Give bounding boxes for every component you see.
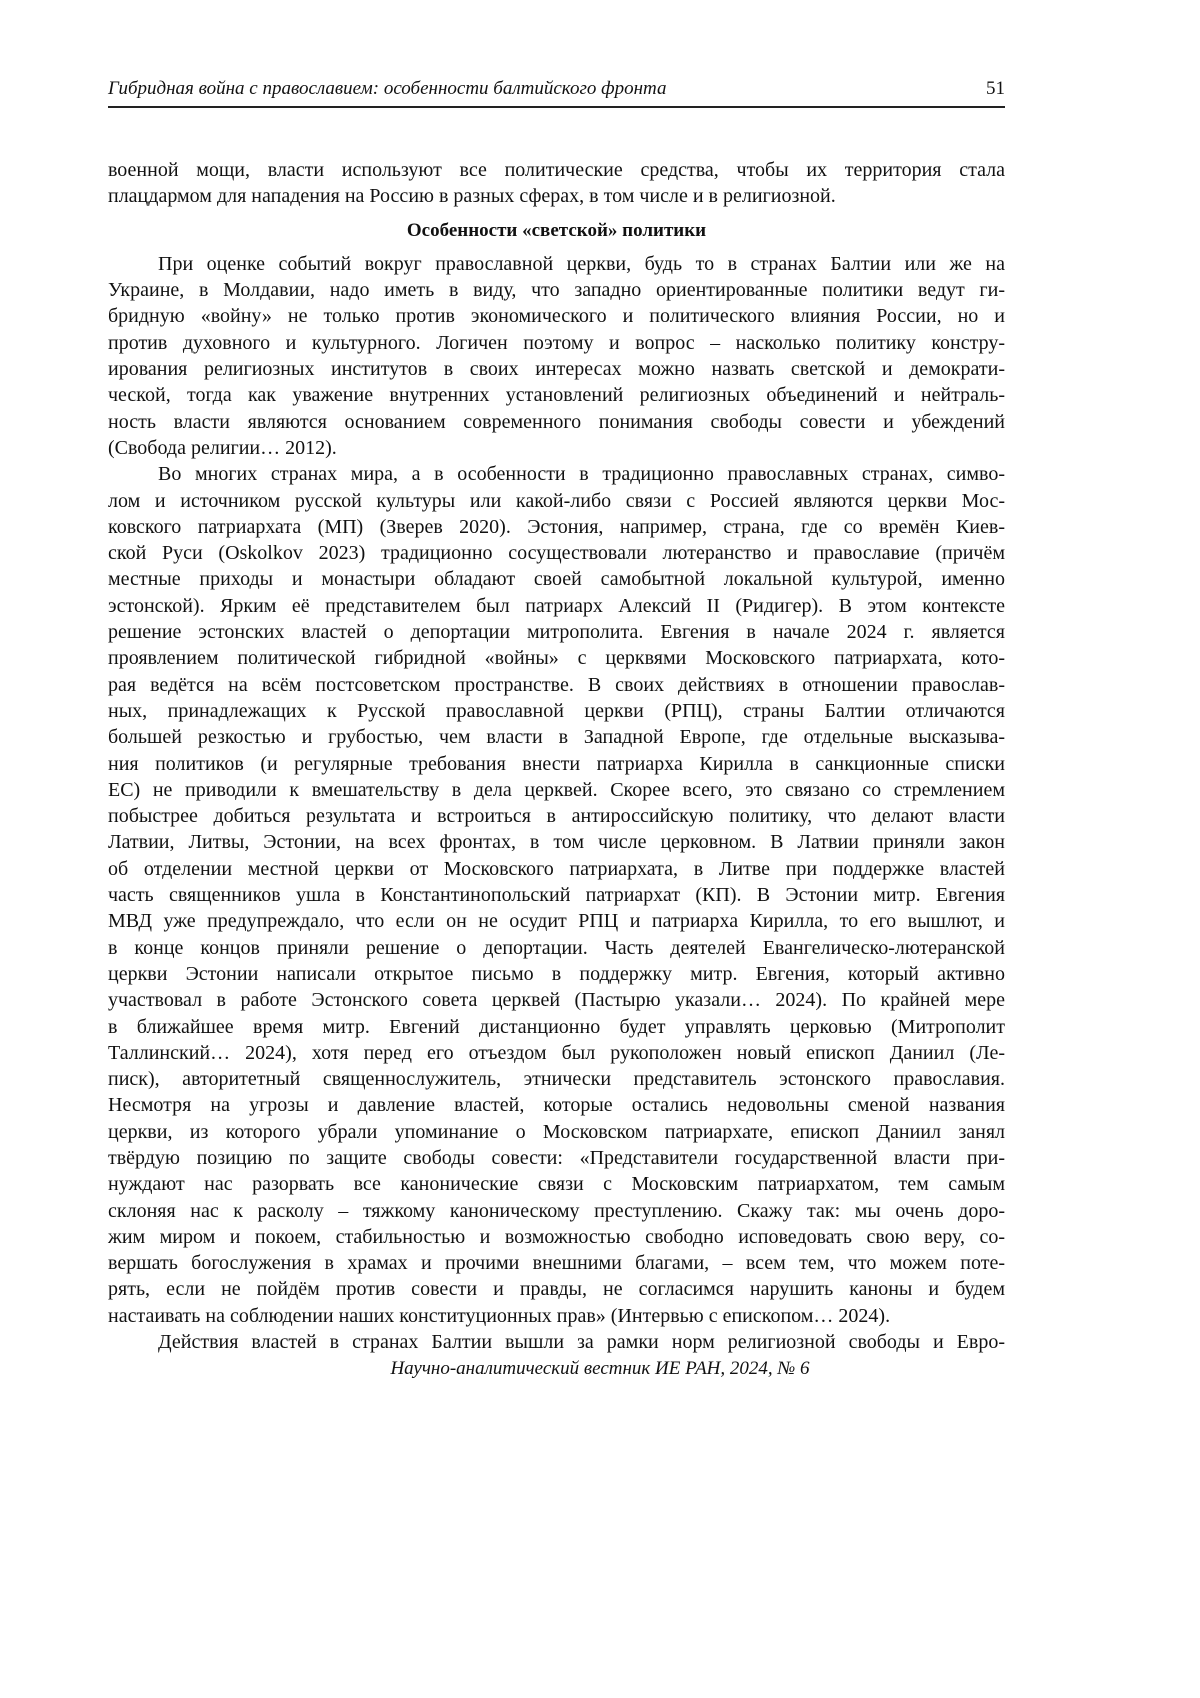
- text-line: твёрдую позицию по защите свободы совести: «Представители государственной власти при-: [108, 1146, 1005, 1169]
- text-line: проявлением политической гибридной «войны» с церквями Московского патриархата, кото-: [108, 647, 1005, 670]
- text-line: плацдармом для нападения на Россию в разных сферах, в том числе и в религиозной.: [108, 185, 836, 208]
- paragraph: [108, 251, 1005, 461]
- text-line: Несмотря на угрозы и давление властей, которые остались недовольны сменой названия: [108, 1094, 1005, 1117]
- text-line: ской Руси (Oskolkov 2023) традиционно сосуществовали лютеранство и православие (причём: [108, 542, 1005, 565]
- text-line: военной мощи, власти используют все политические средства, чтобы их территория стала: [108, 159, 1005, 181]
- paragraph: [108, 461, 1005, 1329]
- text-line: ковского патриархата (МП) (Зверев 2020). Эстония, например, страна, где со времён Киев-: [108, 515, 1005, 538]
- text-line: бридную «войну» не только против экономического и политического влияния России, но и: [108, 305, 1005, 328]
- text-line: эстонской). Ярким её представителем был патриарх Алексий II (Ридигер). В этом контексте: [108, 594, 1005, 617]
- text-line: часть священников ушла в Константинопольский патриархат (КП). В Эстонии митр. Евгения: [108, 884, 1005, 907]
- text-line: в конце концов приняли решение о депортации. Часть деятелей Евангелическо-лютеранской: [108, 936, 1005, 959]
- text-line: побыстрее добиться результата и встроиться в антироссийскую политику, что делают власти: [108, 805, 1005, 828]
- text-line: писк), авторитетный священнослужитель, этнически представитель эстонского православия.: [108, 1068, 1005, 1091]
- article-body: [108, 157, 1005, 1355]
- text-line: нуждают нас разорвать все канонические связи с Московским патриархатом, тем самым: [108, 1173, 1005, 1196]
- text-line: вершать богослужения в храмах и прочими внешними благами, – всем тем, что можем поте-: [108, 1252, 1005, 1275]
- text-line: местные приходы и монастыри обладают своей самобытной локальной культурой, именно: [108, 568, 1005, 591]
- text-line: При оценке событий вокруг православной церкви, будь то в странах Балтии или же на: [158, 252, 1005, 275]
- text-line: ЕС) не приводили к вмешательству в дела церквей. Скорее всего, это связано со стремлением: [108, 778, 1005, 801]
- text-line: ность власти являются основанием современного понимания свободы совести и убеждений: [108, 410, 1005, 433]
- text-line: церкви, из которого убрали упоминание о Московском патриархате, епископ Даниил занял: [108, 1120, 1005, 1143]
- text-line: участвовал в работе Эстонского совета церквей (Пастырю указали… 2024). По крайней мере: [108, 989, 1005, 1012]
- text-line: решение эстонских властей о депортации митрополита. Евгения в начале 2024 г. является: [108, 621, 1005, 644]
- text-line: Таллинский… 2024), хотя перед его отъездом был рукоположен новый епископ Даниил (Ле-: [108, 1041, 1005, 1064]
- text-line: об отделении местной церкви от Московского патриархата, в Литве при поддержке властей: [108, 857, 1005, 880]
- paragraphs: [108, 251, 1005, 1355]
- text-line: Во многих странах мира, а в особенности в традиционно православных странах, симво-: [158, 463, 1005, 486]
- text-line: ния политиков (и регулярные требования внести патриарха Кирилла в санкционные списки: [108, 752, 1005, 775]
- text-line: Латвии, Литвы, Эстонии, на всех фронтах, в том числе церковном. В Латвии приняли закон: [108, 831, 1005, 854]
- text-line: склоняя нас к расколу – тяжкому каноническому преступлению. Скажу так: мы очень доро-: [108, 1199, 1005, 1222]
- text-line: ирования религиозных институтов в своих интересах можно назвать светской и демократи-: [108, 358, 1005, 381]
- running-title: Гибридная война с православием: особенности балтийского фронта: [108, 78, 667, 99]
- running-header: [108, 78, 1005, 108]
- text-line: жим миром и покоем, стабильностью и возможностью свободно исповедовать свою веру, со-: [108, 1225, 1005, 1248]
- text-line: церкви Эстонии написали открытое письмо в поддержку митр. Евгения, который активно: [108, 962, 1005, 985]
- continuation-paragraph: [108, 157, 1005, 210]
- text-line: Украине, в Молдавии, надо иметь в виду, что западно ориентированные политики ведут ги-: [108, 279, 1005, 302]
- journal-footer: Научно-аналитический вестник ИЕ РАН, 2024, № 6: [390, 1358, 810, 1379]
- text-line: в ближайшее время митр. Евгений дистанционно будет управлять церковью (Митрополит: [108, 1015, 1005, 1038]
- text-line: МВД уже предупреждало, что если он не осудит РПЦ и патриарха Кирилла, то его вышлют, и: [108, 910, 1005, 933]
- page-number: 51: [986, 78, 1005, 99]
- text-line: настаивать на соблюдении наших конституционных прав» (Интервью с епископом… 2024).: [108, 1304, 891, 1327]
- text-line: ных, принадлежащих к Русской православной церкви (РПЦ), страны Балтии отличаются: [108, 699, 1005, 722]
- text-line: (Свобода религии… 2012).: [108, 436, 337, 459]
- section-heading: Особенности «светской» политики: [406, 219, 707, 241]
- text-line: против духовного и культурного. Логичен поэтому и вопрос – насколько политику констру-: [108, 331, 1005, 354]
- text-line: лом и источником русской культуры или какой-либо связи с Россией являются церкви Мос-: [108, 489, 1005, 512]
- text-line: Действия властей в странах Балтии вышли за рамки норм религиозной свободы и Евро-: [158, 1331, 1005, 1354]
- text-line: рять, если не пойдём против совести и правды, не согласимся нарушить каноны и будем: [108, 1278, 1005, 1301]
- text-line: ческой, тогда как уважение внутренних установлений религиозных объединений и нейтраль-: [108, 384, 1005, 407]
- paragraph: [108, 1329, 1005, 1355]
- text-line: рая ведётся на всём постсоветском пространстве. В своих действиях в отношении православ-: [108, 673, 1005, 696]
- text-line: большей резкостью и грубостью, чем власти в Западной Европе, где отдельные высказыва-: [108, 726, 1005, 749]
